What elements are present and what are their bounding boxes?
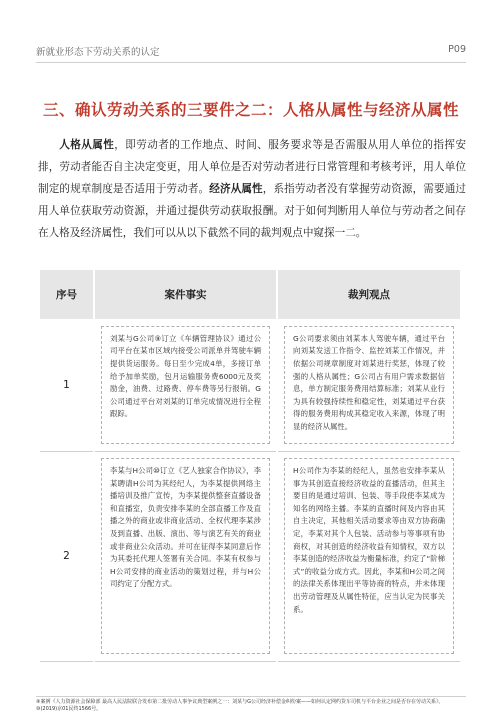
- term-personal-subordination: 人格从属性: [59, 139, 115, 151]
- row-number: 1: [40, 319, 94, 451]
- header-divider: [36, 62, 466, 63]
- case-facts-cell: [94, 319, 277, 451]
- page-header: [0, 0, 500, 66]
- row-number: 2: [40, 451, 94, 661]
- section-title: 三、确认劳动关系的三要件之二：人格从属性与经济从属性: [42, 101, 459, 119]
- footnotes: [36, 699, 466, 712]
- table-row: [40, 319, 460, 451]
- body-paragraph: [38, 134, 466, 244]
- case-facts-text: 李某与H公司⑩订立《艺人独家合作协议》，李某聘请H公司为其经纪人，为李某提供网络主播培训及推广宣传，为李某提供整套直播设备和直播室，负责安排李某的全部直播工作及直播之外的商业或非商业活动、全权代理李某涉及到直播、出版、演出、等与演艺有关的商业或非商业公众活动。并可在征得李某同意后作为其委托代理人签署有关合同。李某有权参与H公司安排的商业活动的策划过程，并与H公司约定了分配方式。: [101, 458, 270, 654]
- body-text-part-2: ，系指劳动者没有掌握劳动资源，需要通过用人单位获取劳动资源，并通过提供劳动获取报酬。对于如何判断用人单位与劳动者之间存在人格及经济属性，我们可以从以下截然不同的裁判观点中窥探一二。: [38, 183, 467, 239]
- ruling-text: H公司作为李某的经纪人，虽然也安排李某从事为其创造直接经济收益的直播活动，但其主要目的是通过培训、包装、等手段使李某成为知名的网络主播。李某的直播时间及内容由其自主决定，其他相关活动要求等由双方协商确定，李某对其个人包装、活动参与等事项有协商权，对其创造的经济收益有知情权，双方以李某创造的经济收益为衡量标准，约定了“阶梯式”的收益分成方式。因此，李某和H公司之间的法律关系体现出平等协商的特点，并未体现出劳动管理及从属性特征，应当认定为民事关系。: [284, 458, 454, 654]
- case-facts-text: 刘某与G公司⑨订立《车辆管理协议》通过公司平台在某市区域内接受公司派单并驾驶车辆提供货运服务。每日至少完成4单，多接订单给予加单奖励，包月运输服务费6000元及奖励金，油费、过路费、停车费等另行报销。G公司通过平台对刘某的订单完成情况进行全程跟踪。: [101, 326, 270, 444]
- case-table: [40, 270, 460, 662]
- footnote-10: ⑩(2019)京01民终1566号。: [36, 705, 102, 712]
- header-ruling-opinion: 裁判观点: [277, 270, 460, 319]
- running-title: 新就业形态下劳动关系的认定: [36, 47, 160, 58]
- table-header-row: [40, 270, 460, 319]
- ruling-cell: [277, 451, 460, 661]
- header-serial-number: 序号: [40, 270, 94, 319]
- footnote-divider: [36, 696, 466, 697]
- footnote-9: ⑨案例《人力资源社会保障部 最高人民法院联合发布第二批劳动人事争议典型案例之一：刘某与G公司经济补偿金纠纷案——如何认定网约货车司机与平台企业之间是否存在劳动关系》。: [36, 699, 444, 705]
- term-economic-subordination: 经济从属性: [209, 183, 263, 195]
- ruling-cell: [277, 319, 460, 451]
- header-case-facts: 案件事实: [94, 270, 277, 319]
- table-row: [40, 451, 460, 661]
- page-number: P09: [448, 44, 466, 55]
- ruling-text: G公司要求须由刘某本人驾驶车辆，通过平台向刘某发送工作指令、监控刘某工作情况，并依据公司规章制度对刘某进行奖惩，体现了较强的人格从属性；G公司占有用户需求数据信息，单方制定服务费用结算标准；刘某从业行为具有较强持续性和稳定性，刘某通过平台获得的服务费用构成其稳定收入来源，体现了明显的经济从属性。: [284, 326, 454, 444]
- case-facts-cell: [94, 451, 277, 661]
- body-text-part-1: ，即劳动者的工作地点、时间、服务要求等是否需服从用人单位的指挥安排，劳动者能否自主决定变更，用人单位是否对劳动者进行日常管理和考核考评，用人单位制定的规章制度是否适用于劳动者。: [38, 139, 466, 195]
